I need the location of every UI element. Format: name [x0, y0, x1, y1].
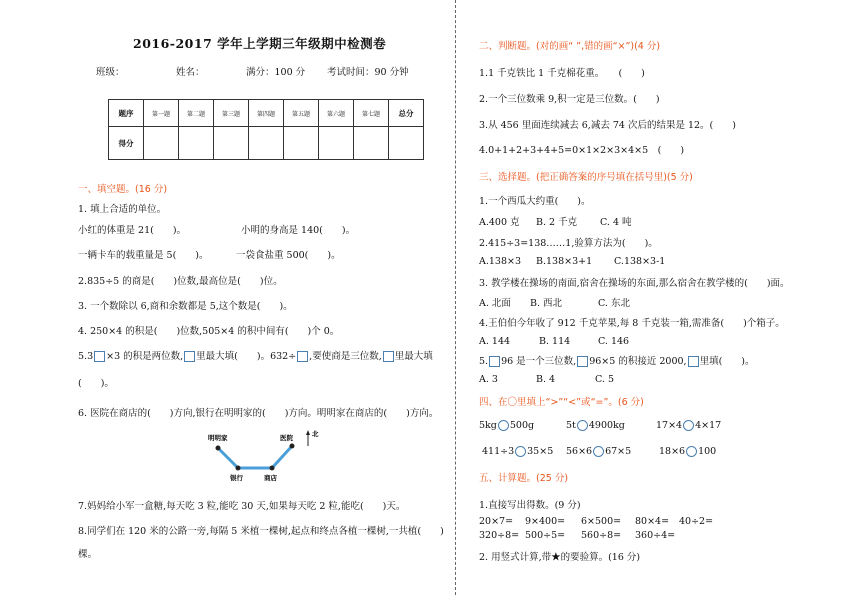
question-1: 1. 填上合适的单位。 [78, 204, 167, 215]
label-north: 北 [312, 430, 319, 438]
q5-part-d: ,要使商是三位数, [309, 351, 382, 362]
calc-item: 6×500= [581, 516, 622, 527]
calc-item: 80×4= [635, 516, 670, 527]
answer-box[interactable] [489, 356, 500, 367]
question-5 [78, 348, 433, 362]
exam-time: 考试时间：90 分钟 [327, 67, 409, 78]
cmp-left: 5kg [479, 420, 497, 431]
c5-part-a: 5. [479, 356, 489, 367]
answer-box[interactable] [383, 351, 394, 362]
class-field: 班级： [96, 67, 125, 78]
choice-4-opt-b: B. 114 [539, 336, 571, 347]
calc-item: 500÷5= [525, 530, 566, 541]
answer-box[interactable] [297, 351, 308, 362]
bank-dot [236, 466, 241, 471]
q5-part-c: 里最大填( )。632÷ [196, 351, 297, 362]
c5-part-c: 96×5 的积接近 2000, [589, 356, 687, 367]
c5-part-d: 里填( )。 [699, 356, 755, 367]
label-hospital: 医院 [280, 434, 293, 442]
score-cell[interactable] [284, 127, 319, 160]
choice-5-opt-b: B. 4 [536, 374, 556, 385]
choice-1: 1.一个西瓜大约重( )。 [479, 196, 591, 207]
calc-instruction-1: 1.直接写出得数。(9 分) [479, 500, 581, 511]
col-4: 第四题 [249, 100, 284, 127]
cmp-right: 35×5 [527, 446, 554, 457]
question-1b: 小明的身高是 140( )。 [241, 225, 356, 236]
col-3: 第三题 [214, 100, 249, 127]
compare-6 [659, 446, 716, 457]
judge-1: 1.1 千克铁比 1 千克棉花重。 ( ) [479, 68, 645, 79]
choice-2-opt-a: A.138×3 [479, 256, 522, 267]
compare-circle[interactable] [498, 420, 509, 431]
label-bank: 银行 [230, 474, 243, 482]
choice-3: 3. 教学楼在操场的南面,宿舍在操场的东面,那么宿舍在教学楼的( )面。 [479, 278, 790, 289]
score-cell[interactable] [144, 127, 179, 160]
compare-circle[interactable] [577, 420, 588, 431]
choice-3-opt-c: C. 东北 [598, 298, 630, 309]
choice-3-opt-b: B. 西北 [530, 298, 563, 309]
question-7: 7.妈妈给小军一盒糖,每天吃 3 粒,能吃 30 天,如果每天吃 2 粒,能吃( )天。 [78, 501, 406, 512]
score-cell[interactable] [179, 127, 214, 160]
choice-5 [479, 353, 754, 367]
compare-2 [566, 420, 625, 431]
col-6: 第六题 [319, 100, 354, 127]
choice-4: 4.王伯伯今年收了 912 千克苹果,每 8 千克装一箱,需准备( )个箱子。 [479, 318, 785, 329]
full-score: 满分：100 分 [246, 67, 306, 78]
choice-2: 2.415÷3=138……1,验算方法为( )。 [479, 238, 658, 249]
cmp-left: 56×6 [566, 446, 593, 457]
question-2: 2.835÷5 的商是( )位数,最高位是( )位。 [78, 276, 283, 287]
answer-box[interactable] [577, 356, 588, 367]
page-title: 2016-2017 学年上学期三年级期中检测卷 [133, 36, 387, 51]
score-table [108, 99, 424, 160]
calc-item: 320÷8= [479, 530, 520, 541]
score-cell[interactable] [319, 127, 354, 160]
north-arrow-head [306, 430, 310, 435]
compare-circle[interactable] [686, 446, 697, 457]
answer-box[interactable] [94, 351, 105, 362]
choice-4-opt-c: C. 146 [598, 336, 630, 347]
choice-1-opt-a: A.400 克 [479, 217, 520, 228]
cmp-right: 4×17 [695, 420, 722, 431]
q5-part-a: 5.3 [78, 351, 94, 362]
compare-circle[interactable] [515, 446, 526, 457]
compare-circle[interactable] [593, 446, 604, 457]
section-heading-fill: 一、填空题。(16 分) [78, 184, 168, 195]
section-heading-judge: 二、判断题。(对的画“ ”,错的画“×”)(4 分) [479, 41, 661, 52]
question-3: 3. 一个数除以 6,商和余数都是 5,这个数是( )。 [78, 301, 293, 312]
calc-item: 360÷4= [635, 530, 676, 541]
score-cell[interactable] [249, 127, 284, 160]
hospital-dot [290, 444, 295, 449]
section-heading-choice: 三、选择题。(把正确答案的序号填在括号里)(5 分) [479, 172, 693, 183]
choice-5-opt-c: C. 5 [595, 374, 615, 385]
calc-item: 40÷2= [679, 516, 714, 527]
compare-circle[interactable] [683, 420, 694, 431]
calc-item: 20×7= [479, 516, 514, 527]
name-field: 姓名： [176, 67, 205, 78]
choice-3-opt-a: A. 北面 [479, 298, 511, 309]
score-cell[interactable] [354, 127, 389, 160]
compare-4 [482, 446, 553, 457]
cmp-right: 4900kg [588, 420, 625, 431]
judge-4: 4.0+1+2+3+4+5=0×1×2×3×4×5 ( ) [479, 145, 685, 156]
calc-instruction-2: 2. 用竖式计算,带★的要验算。(16 分) [479, 552, 641, 563]
judge-2: 2.一个三位数乘 9,积一定是三位数。( ) [479, 94, 660, 105]
score-cell[interactable] [389, 127, 424, 160]
label-store: 商店 [264, 474, 277, 482]
score-cell[interactable] [214, 127, 249, 160]
cmp-left: 17×4 [656, 420, 683, 431]
calc-item: 9×400= [525, 516, 566, 527]
map-route [218, 446, 292, 468]
home-dot [216, 446, 221, 451]
row-label: 题序 [109, 100, 144, 127]
section-heading-calc: 五、计算题。(25 分) [479, 473, 569, 484]
choice-1-opt-c: C. 4 吨 [600, 217, 632, 228]
col-5: 第五题 [284, 100, 319, 127]
choice-5-opt-a: A. 3 [479, 374, 498, 385]
choice-2-opt-c: C.138×3-1 [614, 256, 666, 267]
cmp-left: 18×6 [659, 446, 686, 457]
cmp-right: 67×5 [605, 446, 632, 457]
compare-5 [566, 446, 631, 457]
judge-3: 3.从 456 里面连续减去 6,减去 74 次后的结果是 12。( ) [479, 120, 736, 131]
col-1: 第一题 [144, 100, 179, 127]
calc-item: 560÷8= [581, 530, 622, 541]
choice-1-opt-b: B. 2 千克 [536, 217, 578, 228]
score-table-score-row [109, 127, 424, 160]
question-1c: 一辆卡车的载重量是 5( )。 [78, 250, 209, 261]
c5-part-b: 96 是一个三位数, [501, 356, 577, 367]
label-home: 明明家 [208, 434, 228, 442]
question-8: 8.同学们在 120 米的公路一旁,每隔 5 米植一棵树,起点和终点各植一棵树,一共植( ) [78, 526, 444, 537]
question-5-tail: ( )。 [78, 378, 114, 389]
score-label: 得分 [109, 127, 144, 160]
question-4: 4. 250×4 的积是( )位数,505×4 的积中间有( )个 0。 [78, 326, 340, 337]
answer-box[interactable] [688, 356, 699, 367]
question-6: 6. 医院在商店的( )方向,银行在明明家的( )方向。明明家在商店的( )方向。 [78, 408, 439, 419]
choice-2-opt-b: B.138×3+1 [536, 256, 593, 267]
choice-4-opt-a: A. 144 [479, 336, 511, 347]
cmp-left: 411÷3 [482, 446, 515, 457]
cmp-right: 500g [509, 420, 535, 431]
cmp-right: 100 [698, 446, 717, 457]
score-table-header-row [109, 100, 424, 127]
compare-3 [656, 420, 721, 431]
direction-map [200, 428, 330, 490]
cmp-left: 5t [566, 420, 576, 431]
q5-part-b: ×3 的积是两位数, [106, 351, 184, 362]
store-dot [270, 466, 275, 471]
col-total: 总分 [389, 100, 424, 127]
question-8-tail: 棵。 [78, 549, 98, 560]
page-divider [455, 0, 456, 595]
q5-part-e: 里最大填 [394, 351, 433, 362]
question-1a: 小红的体重是 21( )。 [78, 225, 187, 236]
section-heading-compare: 四、在〇里填上“>”“<”或“=”。(6 分) [479, 397, 644, 408]
answer-box[interactable] [184, 351, 195, 362]
compare-1 [479, 420, 534, 431]
col-7: 第七题 [354, 100, 389, 127]
col-2: 第二题 [179, 100, 214, 127]
question-1d: 一袋食盐重 500( )。 [236, 250, 341, 261]
